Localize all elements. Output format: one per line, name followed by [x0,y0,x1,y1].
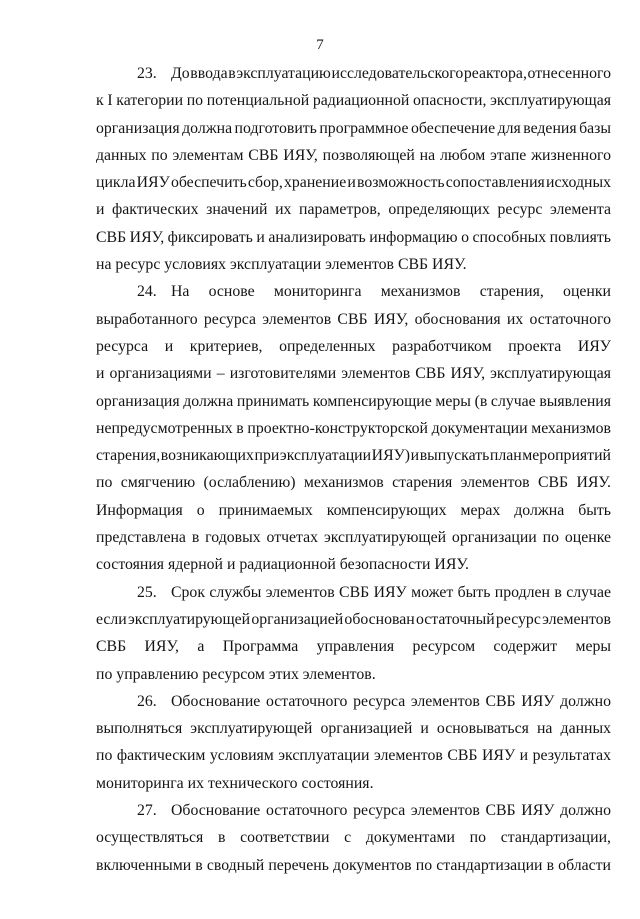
paragraph-line: по смягчению (ослаблению) механизмов старения элементов СВБ ИЯУ. [96,474,611,492]
paragraph-number: 26. [137,692,157,710]
paragraph-line: организация должна подготовить программное обеспечение для ведения базы [96,119,611,137]
paragraph-line: СВБ ИЯУ, фиксировать и анализировать информацию о способных повлиять [96,228,611,246]
paragraph-line: состояния ядерной и радиационной безопасности ИЯУ. [96,556,469,574]
paragraph-26 [96,688,611,797]
paragraph-line: выполняться эксплуатирующей организацией и основываться на данных [96,720,611,738]
paragraph-line: непредусмотренных в проектно-конструкторской документации механизмов [96,419,611,437]
document-body [96,60,611,879]
paragraph-number: 25. [137,583,157,601]
paragraph-line: организация должна принимать компенсирующие меры (в случае выявления [96,392,611,410]
paragraph-line: мониторинга их технического состояния. [96,774,374,792]
paragraph-line [96,579,611,606]
paragraph-line: СВБ ИЯУ, а Программа управления ресурсом содержит меры [96,638,611,656]
paragraph-27 [96,797,611,879]
paragraph-line: если эксплуатирующей организацией обоснован остаточный ресурс элементов [96,610,611,628]
page-number: 7 [316,37,324,53]
paragraph-line [96,60,611,87]
paragraph-number: 23. [137,65,157,82]
paragraph-line: осуществляться в соответствии с документами по стандартизации, [96,829,611,847]
paragraph-25 [96,579,611,688]
paragraph-24 [96,278,611,578]
paragraph-line: выработанного ресурса элементов СВБ ИЯУ, обоснования их остаточного [96,310,611,328]
paragraph-line: цикла ИЯУ обеспечить сбор, хранение и возможность сопоставления исходных [96,174,611,192]
paragraph-line: ресурса и критериев, определенных разработчиком проекта ИЯУ [96,337,611,355]
paragraph-line: представлена в годовых отчетах эксплуатирующей организации по оценке [96,529,611,547]
paragraph-text: На основе мониторинга механизмов старения, оценки [171,283,611,301]
paragraph-text: Обоснование остаточного ресурса элементов СВБ ИЯУ должно [171,802,611,820]
paragraph-line: к I категории по потенциальной радиационной опасности, эксплуатирующая [96,92,611,110]
paragraph-line: старения, возникающих при эксплуатации ИЯУ) и выпускать план мероприятий [96,447,611,465]
paragraph-line: включенными в сводный перечень документов по стандартизации в области [96,856,611,874]
paragraph-number: 24. [137,283,157,301]
paragraph-text: Обоснование остаточного ресурса элементов СВБ ИЯУ должно [171,692,611,710]
paragraph-line: данных по элементам СВБ ИЯУ, позволяющей на любом этапе жизненного [96,146,611,164]
paragraph-line: Информация о принимаемых компенсирующих мерах должна быть [96,501,611,519]
paragraph-line: по фактическим условиям эксплуатации элементов СВБ ИЯУ и результатах [96,747,611,765]
paragraph-text: Срок службы элементов СВБ ИЯУ может быть продлен в случае [171,583,611,601]
paragraph-line [96,797,611,824]
paragraph-line: на ресурс условиях эксплуатации элементов СВБ ИЯУ. [96,256,467,274]
paragraph-line [96,278,611,305]
paragraph-line [96,688,611,715]
paragraph-text: До ввода в эксплуатацию исследовательского реактора, отнесенного [171,65,611,82]
paragraph-number: 27. [137,802,157,820]
paragraph-23 [96,60,611,278]
paragraph-line: по управлению ресурсом этих элементов. [96,665,376,683]
paragraph-line: и организациями – изготовителями элементов СВБ ИЯУ, эксплуатирующая [96,365,611,383]
paragraph-line: и фактических значений их параметров, определяющих ресурс элемента [96,201,611,219]
